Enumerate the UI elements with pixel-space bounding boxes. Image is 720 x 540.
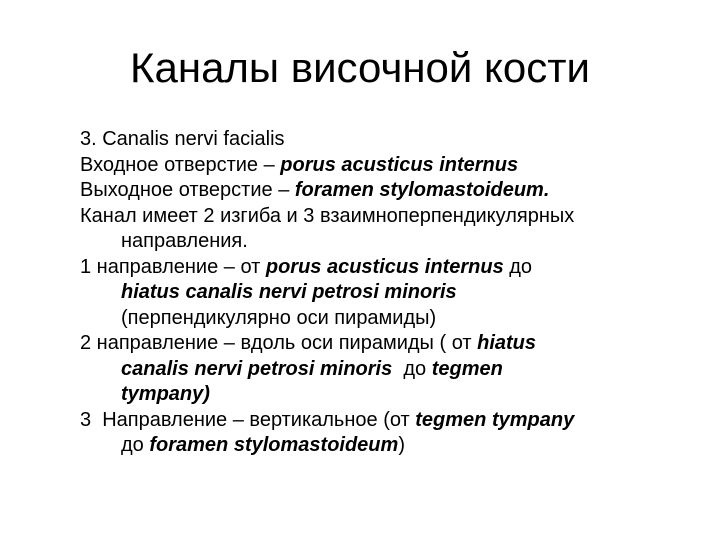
text-plain: Канал имеет 2 изгиба и 3 взаимноперпендикулярных [80, 204, 575, 227]
text-line-canal-name [80, 127, 690, 153]
text-line-direction-1 [80, 255, 690, 281]
latin-term: tegmen [431, 357, 503, 380]
slide-body [80, 127, 690, 459]
text-line-direction-1-cont [80, 280, 690, 306]
text-plain: до [121, 434, 150, 456]
latin-term: porus acusticus internus [265, 255, 504, 278]
text-line-direction-2 [80, 331, 690, 357]
text-line-bends [80, 204, 690, 230]
latin-term: hiatus canalis nervi petrosi minoris [121, 281, 457, 303]
text-line-bends-cont [80, 229, 690, 255]
text-line-direction-3 [80, 408, 690, 434]
text-line-exit [80, 178, 690, 204]
text-plain: 3 Направление – вертикальное (от [80, 408, 416, 431]
text-plain: 2 направление – вдоль оси пирамиды ( от [80, 332, 478, 354]
text-plain: 3. Canalis nervi facialis [80, 128, 285, 150]
text-line-direction-3-cont [80, 433, 690, 459]
text-plain: Входное отверстие – [80, 153, 281, 176]
latin-term: porus acusticus internus [280, 153, 519, 176]
latin-term: tegmen tympany [415, 408, 575, 431]
text-line-direction-2-end [80, 382, 690, 408]
text-line-entrance [80, 153, 690, 179]
text-plain: Выходное отверстие – [80, 179, 295, 201]
latin-term: hiatus [477, 332, 537, 354]
text-plain: направления. [121, 230, 248, 252]
text-plain: до [392, 357, 432, 380]
text-plain: (перпендикулярно оси пирамиды) [121, 306, 437, 329]
latin-term: tympany) [121, 383, 210, 405]
text-plain: до [503, 255, 533, 278]
text-line-direction-1-note [80, 306, 690, 332]
text-line-direction-2-cont [80, 357, 690, 383]
latin-term: canalis nervi petrosi minoris [121, 357, 393, 380]
latin-term: foramen stylomastoideum [149, 434, 399, 456]
text-plain: 1 направление – от [80, 255, 266, 278]
text-plain: ) [398, 434, 405, 456]
latin-term: foramen stylomastoideum. [294, 179, 550, 201]
slide-title: Каналы височной кости [130, 44, 590, 91]
